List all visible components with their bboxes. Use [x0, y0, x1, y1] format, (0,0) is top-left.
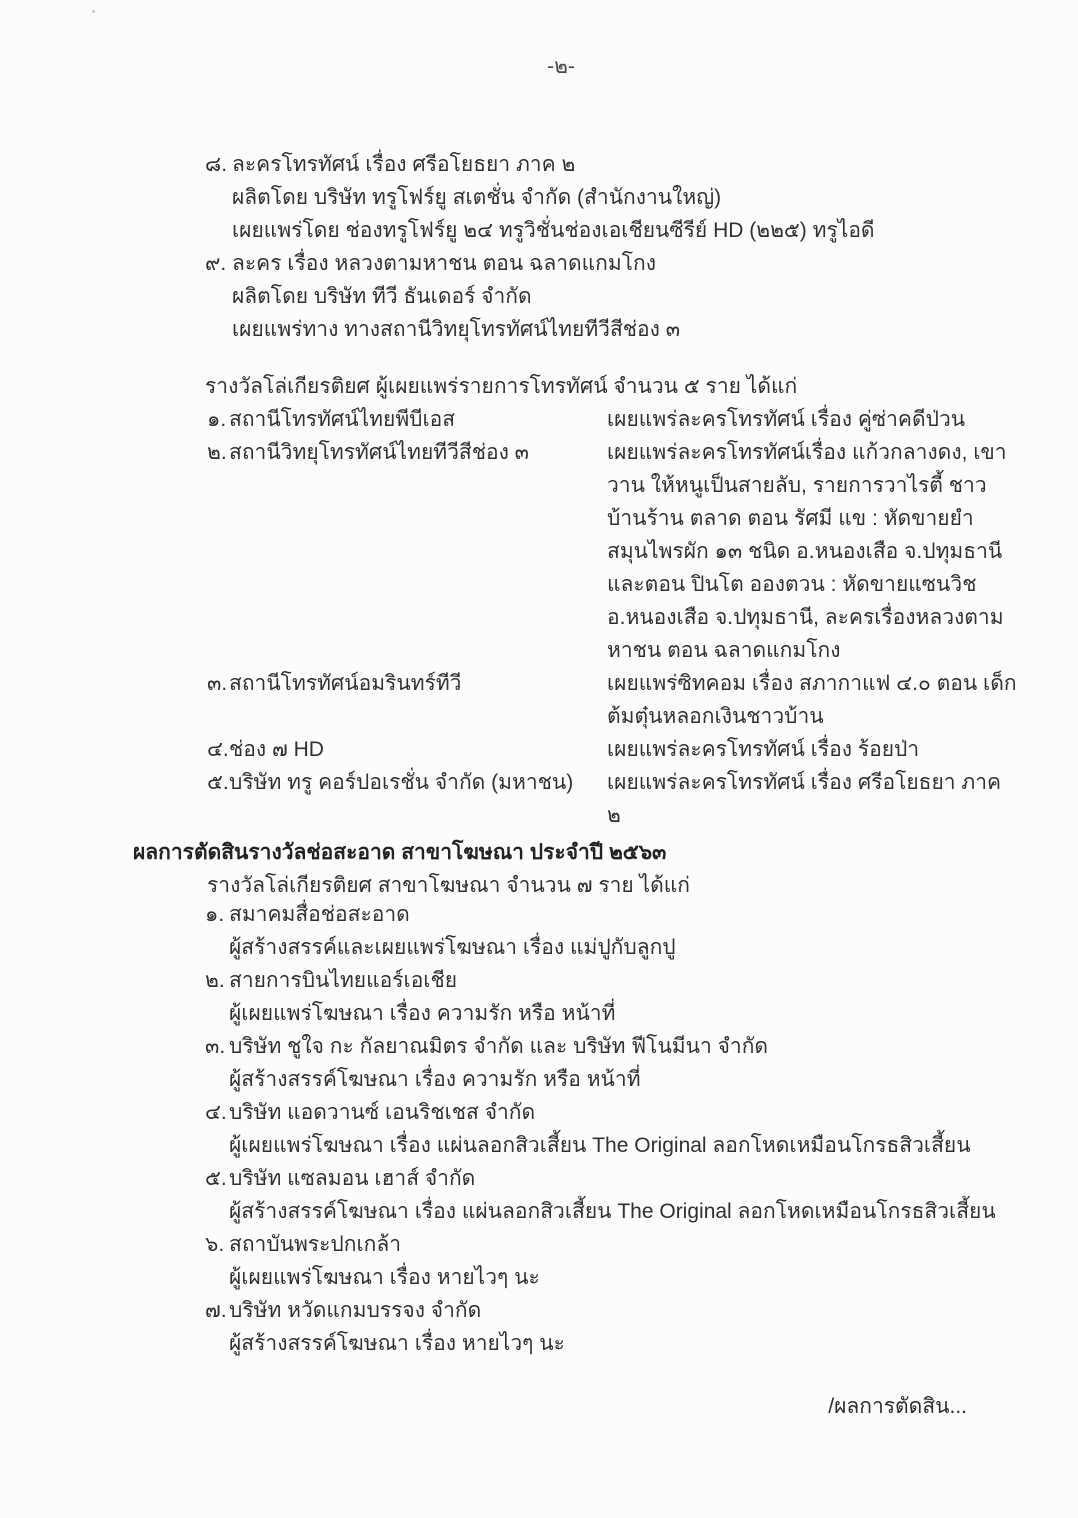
item-number: ๖.	[205, 1233, 225, 1256]
programme-channel: เผยแพร่ทาง ทางสถานีวิทยุโทรทัศน์ไทยทีวีสีช่อง ๓	[232, 318, 681, 341]
programme-title: ละคร เรื่อง หลวงตามหาชน ตอน ฉลาดแกมโกง	[232, 252, 656, 275]
broadcaster-name-cell	[207, 733, 607, 766]
broadcaster-name-cell	[207, 403, 607, 436]
ads-winner-list	[205, 898, 1045, 1360]
programme-producer: ผลิตโดย บริษัท ทรูโฟร์ยู สเตชั่น จำกัด (สำนักงานใหญ่)	[232, 186, 722, 209]
item-number: ๙.	[205, 252, 227, 275]
winner-name-line	[205, 1162, 1045, 1195]
item-number: ๒.	[207, 441, 227, 464]
broadcaster-name: สถานีโทรทัศน์ไทยพีบีเอส	[229, 408, 456, 431]
winner-item	[205, 964, 1045, 1030]
broadcaster-work: เผยแพร่ละครโทรทัศน์ เรื่อง ร้อยป่า	[607, 738, 920, 761]
winner-name-line	[205, 964, 1045, 997]
winner-name-line	[205, 1228, 1045, 1261]
broadcaster-row	[207, 733, 1037, 766]
broadcaster-work: เผยแพร่ละครโทรทัศน์ เรื่อง คู่ซ่าคดีป่วน	[607, 408, 966, 431]
item-number: ๑.	[205, 903, 225, 926]
item-number: ๕.	[207, 771, 229, 794]
item-number: ๓.	[207, 672, 228, 695]
tv-programme-item	[205, 148, 1035, 247]
broadcaster-name-cell	[207, 436, 607, 469]
winner-name-line	[205, 1030, 1045, 1063]
item-number: ๕.	[205, 1167, 227, 1190]
item-lines	[232, 247, 1035, 346]
winner-name: บริษัท แอดวานซ์ เอนริชเชส จำกัด	[229, 1101, 536, 1124]
winner-name: บริษัท ชูใจ กะ กัลยาณมิตร จำกัด และ บริษัท ฟีโนมีนา จำกัด	[229, 1035, 769, 1058]
item-number: ๒.	[205, 969, 225, 992]
winner-item	[205, 1294, 1045, 1360]
item-number: ๘.	[205, 153, 228, 176]
winner-name: บริษัท หวัดแกมบรรจง จำกัด	[229, 1299, 482, 1322]
broadcaster-name-cell	[207, 766, 607, 799]
programme-channel: เผยแพร่โดย ช่องทรูโฟร์ยู ๒๔ ทรูวิชั่นช่องเอเชียนซีรีย์ HD (๒๒๕) ทรูไอดี	[232, 219, 875, 242]
ads-section-heading: ผลการตัดสินรางวัลช่อสะอาด สาขาโฆษณา ประจำปี ๒๕๖๓	[133, 841, 667, 864]
winner-name: สมาคมสื่อช่อสะอาด	[229, 903, 410, 926]
winner-name: บริษัท แซลมอน เฮาส์ จำกัด	[229, 1167, 476, 1190]
winner-work: ผู้สร้างสรรค์โฆษณา เรื่อง ความรัก หรือ หน้าที่	[229, 1068, 641, 1091]
tv-award-heading: รางวัลโล่เกียรติยศ ผู้เผยแพร่รายการโทรทัศน์ จำนวน ๕ ราย ได้แก่	[205, 375, 798, 398]
winner-name-line	[205, 898, 1045, 931]
winner-name-line	[205, 1294, 1045, 1327]
broadcaster-row	[207, 667, 1037, 733]
winner-work: ผู้สร้างสรรค์และเผยแพร่โฆษณา เรื่อง แม่ปูกับลูกปู	[229, 936, 676, 959]
broadcaster-name: ช่อง ๗ HD	[229, 738, 324, 761]
winner-work: ผู้สร้างสรรค์โฆษณา เรื่อง แผ่นลอกสิวเสี้ยน The Original ลอกโหดเหมือนโกรธสิวเสี้ยน	[229, 1200, 996, 1223]
winner-work: ผู้เผยแพร่โฆษณา เรื่อง แผ่นลอกสิวเสี้ยน The Original ลอกโหดเหมือนโกรธสิวเสี้ยน	[229, 1134, 971, 1157]
winner-work: ผู้สร้างสรรค์โฆษณา เรื่อง หายไวๆ นะ	[229, 1332, 565, 1355]
page-number: -๒-	[547, 55, 575, 78]
programme-title: ละครโทรทัศน์ เรื่อง ศรีอโยธยา ภาค ๒	[232, 153, 576, 176]
programme-producer: ผลิตโดย บริษัท ทีวี ธันเดอร์ จำกัด	[232, 285, 532, 308]
broadcaster-work: เผยแพร่ละครโทรทัศน์เรื่อง แก้วกลางดง, เขาวาน ให้หนูเป็นสายลับ, รายการวาไรตี้ ชาวบ้านร้าน ตลาด ตอน รัศมี แข : หัดขายยำสมุนไพรผัก ๑๓ ชนิด อ.หนองเสือ จ.ปทุมธานี และตอน ปินโต อองตวน : หัดขายแซนวิช อ.หนองเสือ จ.ปทุมธานี, ละครเรื่องหลวงตามหาชน ตอน ฉลาดแกมโกง	[607, 441, 1007, 662]
broadcaster-name: สถานีโทรทัศน์อมรินทร์ทีวี	[229, 672, 462, 695]
broadcaster-name: สถานีวิทยุโทรทัศน์ไทยทีวีสีช่อง ๓	[229, 441, 530, 464]
broadcaster-name-cell	[207, 667, 607, 700]
winner-item	[205, 1162, 1045, 1228]
item-number: ๗.	[205, 1299, 227, 1322]
item-number: ๔.	[205, 1101, 227, 1124]
ads-award-heading: รางวัลโล่เกียรติยศ สาขาโฆษณา จำนวน ๗ ราย ได้แก่	[207, 874, 691, 897]
item-number: ๓.	[205, 1035, 226, 1058]
broadcaster-row	[207, 403, 1037, 436]
winner-item	[205, 1096, 1045, 1162]
tv-programme-list	[205, 148, 1035, 346]
winner-name: สายการบินไทยแอร์เอเชีย	[229, 969, 458, 992]
broadcaster-table	[207, 403, 1037, 832]
broadcaster-row	[207, 766, 1037, 832]
winner-item	[205, 898, 1045, 964]
item-number: ๑.	[207, 408, 227, 431]
winner-item	[205, 1228, 1045, 1294]
winner-item	[205, 1030, 1045, 1096]
winner-work: ผู้เผยแพร่โฆษณา เรื่อง หายไวๆ นะ	[229, 1266, 540, 1289]
item-lines	[232, 148, 1035, 247]
winner-name: สถาบันพระปกเกล้า	[229, 1233, 402, 1256]
winner-name-line	[205, 1096, 1045, 1129]
continuation-marker: /ผลการตัดสิน...	[828, 1395, 967, 1418]
item-number: ๔.	[207, 738, 229, 761]
broadcaster-name: บริษัท ทรู คอร์ปอเรชั่น จำกัด (มหาชน)	[229, 771, 574, 794]
broadcaster-row	[207, 436, 1037, 667]
winner-work: ผู้เผยแพร่โฆษณา เรื่อง ความรัก หรือ หน้าที่	[229, 1002, 616, 1025]
broadcaster-work: เผยแพร่ซิทคอม เรื่อง สภากาแฟ ๔.๐ ตอน เด็กต้มตุ๋นหลอกเงินชาวบ้าน	[607, 672, 1017, 728]
tv-programme-item	[205, 247, 1035, 346]
broadcaster-work: เผยแพร่ละครโทรทัศน์ เรื่อง ศรีอโยธยา ภาค ๒	[607, 771, 1002, 827]
scan-speck	[92, 10, 95, 13]
